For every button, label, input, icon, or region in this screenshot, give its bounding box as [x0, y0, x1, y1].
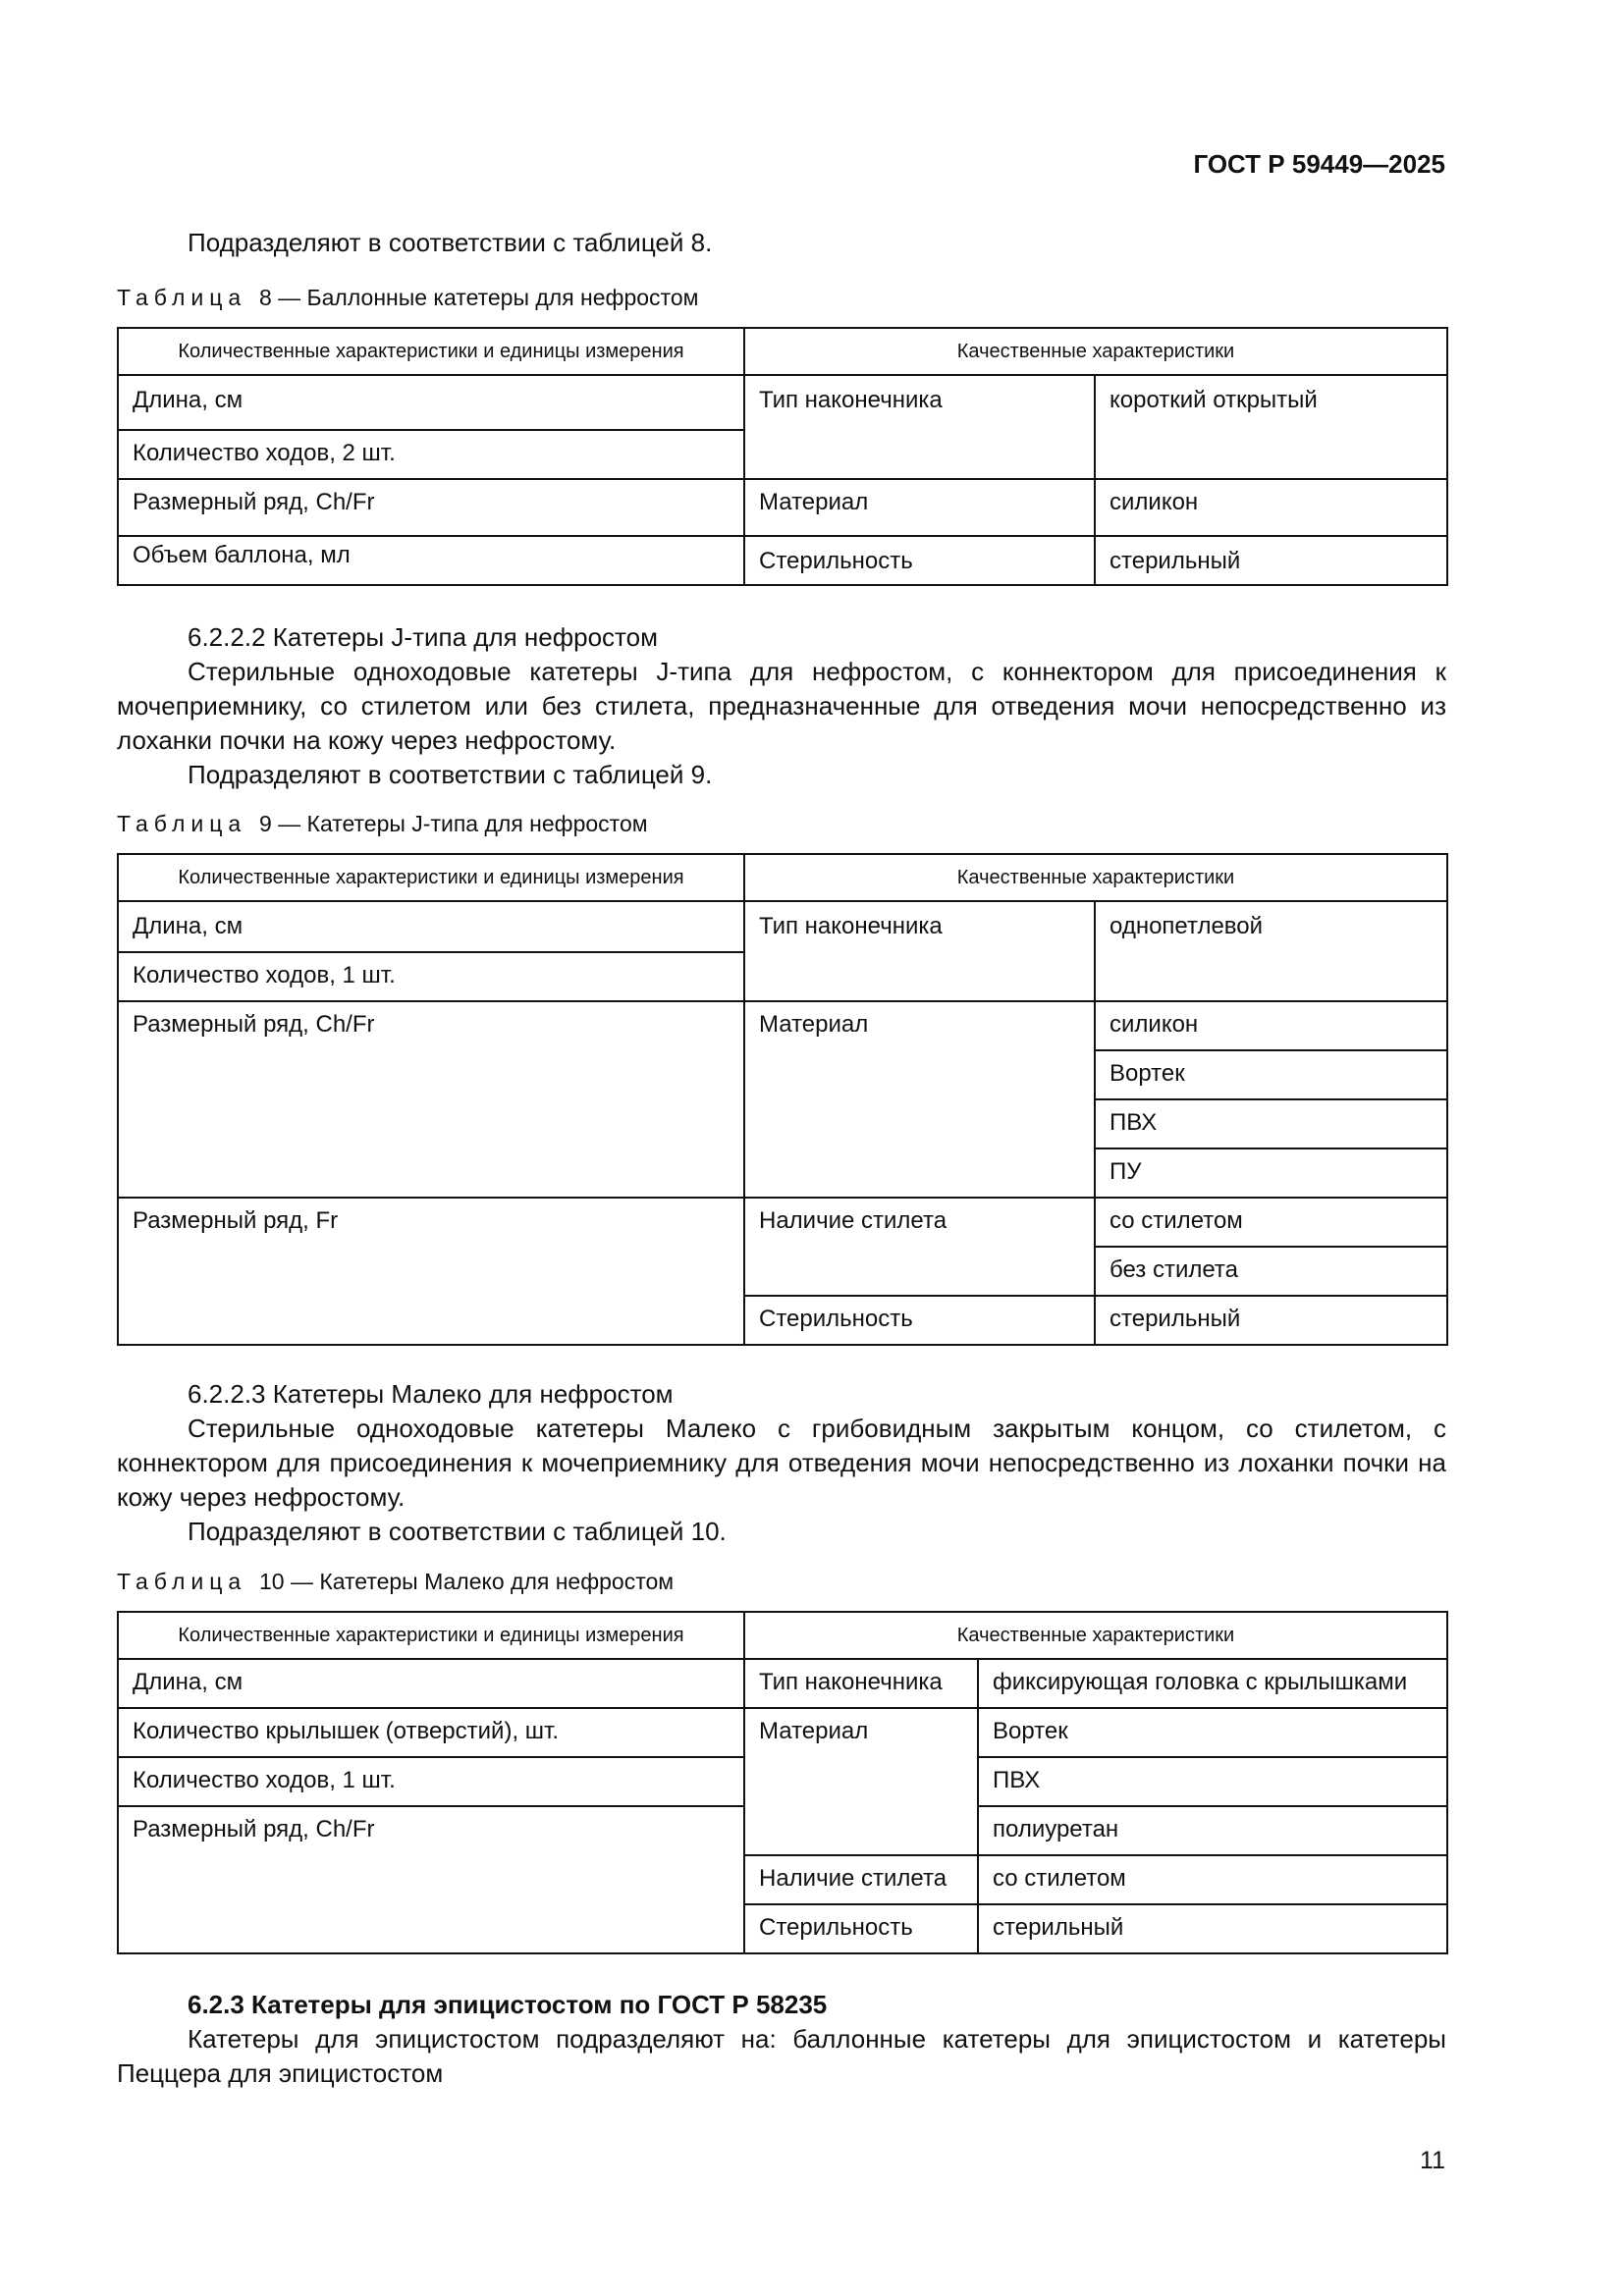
- table9-cell: ПУ: [1095, 1148, 1447, 1198]
- table9: [117, 853, 1448, 1346]
- table8-cell: Объем баллона, мл: [118, 536, 744, 585]
- table10-header-qual: Качественные характеристики: [744, 1612, 1447, 1659]
- table9-cell: однопетлевой: [1095, 901, 1447, 1001]
- table8-caption-title: 8 — Баллонные катетеры для нефростом: [258, 285, 699, 310]
- table9-cell: Стерильность: [744, 1296, 1095, 1345]
- table10-caption-title: 10 — Катетеры Малеко для нефростом: [258, 1569, 675, 1594]
- table9-cell: со стилетом: [1095, 1198, 1447, 1247]
- table10-cell: Тип наконечника: [744, 1659, 978, 1708]
- table8-cell: Длина, см: [118, 375, 744, 430]
- table10-cell: Стерильность: [744, 1904, 978, 1953]
- table9-cell: Вортек: [1095, 1050, 1447, 1099]
- table9-cell: Размерный ряд, Ch/Fr: [118, 1001, 744, 1198]
- table8-caption: [117, 285, 698, 311]
- table8-header-quant: Количественные характеристики и единицы измерения: [118, 328, 744, 375]
- table8-cell: Количество ходов, 2 шт.: [118, 430, 744, 479]
- table9-caption-title: 9 — Катетеры J-типа для нефростом: [258, 811, 648, 836]
- table8-caption-prefix: Таблица: [117, 285, 247, 310]
- table10-cell: Количество крылышек (отверстий), шт.: [118, 1708, 744, 1757]
- table10: [117, 1611, 1448, 1954]
- table9-cell: без стилета: [1095, 1247, 1447, 1296]
- section-6223-ref: Подразделяют в соответствии с таблицей 10.: [188, 1517, 727, 1546]
- table8-cell: силикон: [1095, 479, 1447, 536]
- section-6222-heading: 6.2.2.2 Катетеры J-типа для нефростом: [188, 622, 659, 652]
- table9-cell: Наличие стилета: [744, 1198, 1095, 1296]
- document-header: ГОСТ Р 59449—2025: [1193, 149, 1445, 179]
- table9-cell: Размерный ряд, Fr: [118, 1198, 744, 1345]
- table9-header-qual: Качественные характеристики: [744, 854, 1447, 901]
- table10-cell: Материал: [744, 1708, 978, 1855]
- section-623-body: Катетеры для эпицистостом подразделяют на: баллонные катетеры для эпицистостом и катетеры Пеццера для эпицистостом: [117, 2024, 1446, 2088]
- table8-cell: стерильный: [1095, 536, 1447, 585]
- table9-header-quant: Количественные характеристики и единицы измерения: [118, 854, 744, 901]
- section-6223-heading: 6.2.2.3 Катетеры Малеко для нефростом: [188, 1379, 674, 1409]
- table10-cell: Количество ходов, 1 шт.: [118, 1757, 744, 1806]
- table9-cell: Длина, см: [118, 901, 744, 952]
- table8: [117, 327, 1448, 586]
- table10-cell: ПВХ: [978, 1757, 1447, 1806]
- table8-cell: короткий открытый: [1095, 375, 1447, 479]
- table8-header-qual: Качественные характеристики: [744, 328, 1447, 375]
- table9-cell: Тип наконечника: [744, 901, 1095, 1001]
- table10-cell: фиксирующая головка с крылышками: [978, 1659, 1447, 1708]
- table10-cell: Длина, см: [118, 1659, 744, 1708]
- table9-cell: силикон: [1095, 1001, 1447, 1050]
- table10-caption: [117, 1569, 674, 1595]
- table9-caption: [117, 811, 648, 837]
- section-6222-body: Стерильные одноходовые катетеры J-типа для нефростом, с коннектором для присоединения к мочеприемнику, со стилетом или без стилета, предназначенные для отведения мочи непосредственно из лоханки почки на кожу через нефростому.: [117, 657, 1446, 755]
- table9-caption-prefix: Таблица: [117, 811, 247, 836]
- table9-cell: Количество ходов, 1 шт.: [118, 952, 744, 1001]
- section-623-heading: 6.2.3 Катетеры для эпицистостом по ГОСТ Р 58235: [188, 1990, 828, 2019]
- table8-cell: Тип наконечника: [744, 375, 1095, 479]
- table10-cell: Размерный ряд, Ch/Fr: [118, 1806, 744, 1953]
- table10-cell: Наличие стилета: [744, 1855, 978, 1904]
- table8-cell: Материал: [744, 479, 1095, 536]
- table10-caption-prefix: Таблица: [117, 1569, 247, 1594]
- table10-cell: Вортек: [978, 1708, 1447, 1757]
- table8-cell: Размерный ряд, Ch/Fr: [118, 479, 744, 536]
- table9-cell: стерильный: [1095, 1296, 1447, 1345]
- table9-cell: Материал: [744, 1001, 1095, 1198]
- table10-header-quant: Количественные характеристики и единицы измерения: [118, 1612, 744, 1659]
- intro-line: Подразделяют в соответствии с таблицей 8.: [188, 228, 713, 257]
- table8-cell: Стерильность: [744, 536, 1095, 585]
- section-6223-body: Стерильные одноходовые катетеры Малеко с грибовидным закрытым концом, со стилетом, с коннектором для присоединения к мочеприемнику для отведения мочи непосредственно из лоханки почки на кожу через нефростому.: [117, 1414, 1446, 1512]
- table10-cell: стерильный: [978, 1904, 1447, 1953]
- table9-cell: ПВХ: [1095, 1099, 1447, 1148]
- section-6222-ref: Подразделяют в соответствии с таблицей 9.: [188, 760, 713, 789]
- table10-cell: полиуретан: [978, 1806, 1447, 1855]
- page-number: 11: [1420, 2147, 1445, 2174]
- table10-cell: со стилетом: [978, 1855, 1447, 1904]
